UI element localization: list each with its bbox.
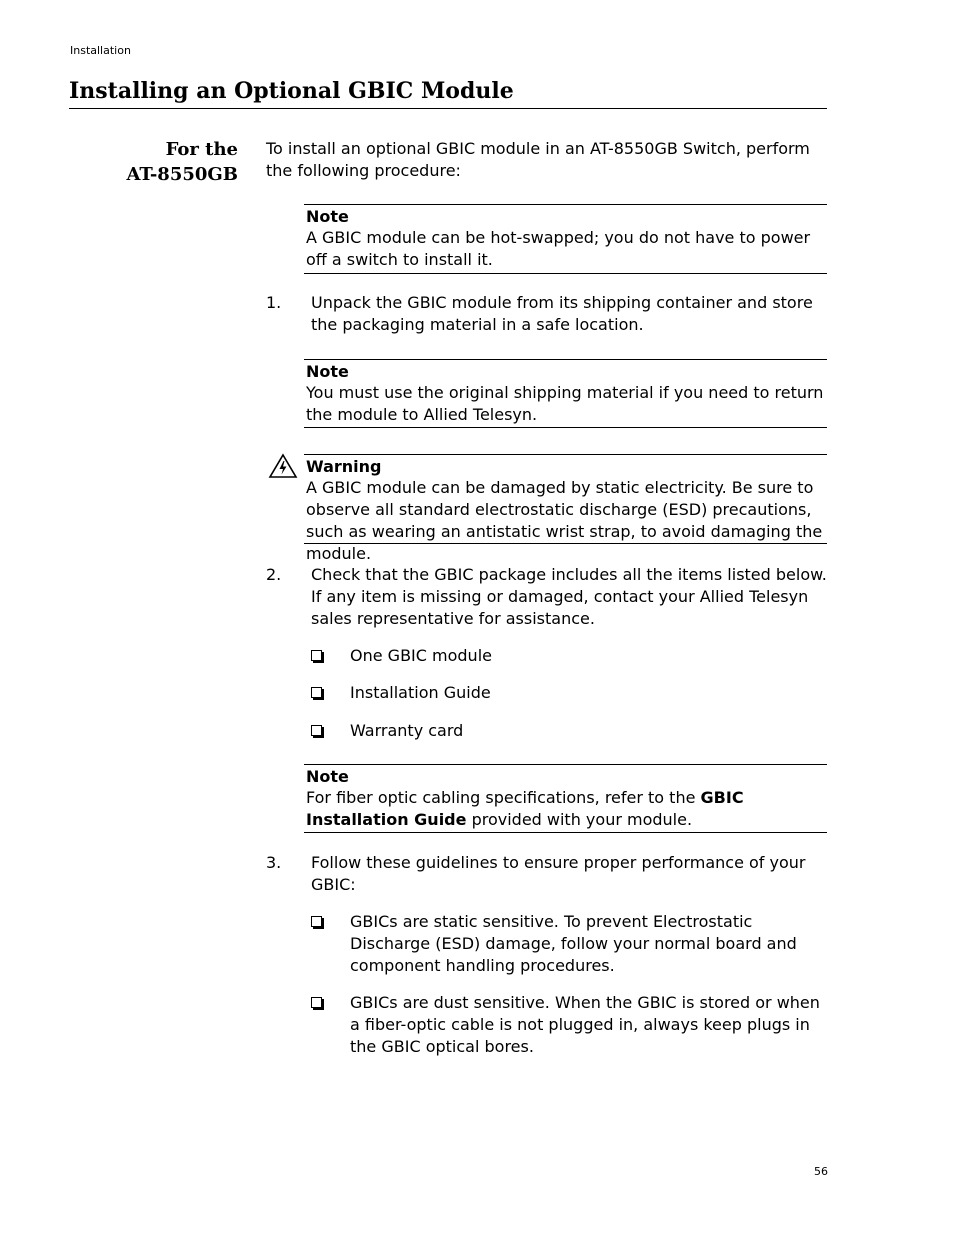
side-heading-line2: AT-8550GB: [126, 164, 238, 185]
step-number-3: 3.: [266, 853, 282, 872]
page-number: 56: [814, 1165, 828, 1178]
note-text-before: For fiber optic cabling specifications, refer to the: [306, 788, 701, 807]
warning-label: Warning: [306, 457, 382, 476]
checkbox-bullet-icon: [311, 997, 327, 1011]
checklist-item: Installation Guide: [350, 683, 491, 702]
step-text-3: Follow these guidelines to ensure proper performance of your GBIC:: [311, 853, 806, 894]
step-number-1: 1.: [266, 293, 282, 312]
checkbox-bullet-icon: [311, 916, 327, 930]
checkbox-bullet-icon: [311, 650, 327, 664]
note-box-shipping: [304, 359, 827, 428]
note-label: Note: [306, 207, 349, 226]
note-text: A GBIC module can be hot-swapped; you do not have to power off a switch to install it.: [306, 228, 811, 269]
note-box-cabling: [304, 764, 827, 833]
warning-text: A GBIC module can be damaged by static electricity. Be sure to observe all standard electrostatic discharge (ESD) precautions, such as wearing an antistatic wrist strap, to avoid damaging the module.: [306, 478, 823, 563]
note-text: You must use the original shipping material if you need to return the module to Allied Telesyn.: [306, 383, 824, 424]
side-heading-line1: For the: [165, 139, 238, 160]
note-label: Note: [306, 362, 349, 381]
checklist-item: Warranty card: [350, 721, 464, 740]
warning-triangle-icon: [268, 453, 298, 479]
checkbox-bullet-icon: [311, 725, 327, 739]
checklist-item: GBICs are dust sensitive. When the GBIC is stored or when a fiber-optic cable is not plugged in, always keep plugs in the GBIC optical bores.: [350, 993, 820, 1056]
note-text-after: provided with your module.: [466, 810, 693, 829]
note-box-hot-swap: [304, 204, 827, 274]
checklist-item: One GBIC module: [350, 646, 492, 665]
intro-paragraph: To install an optional GBIC module in an AT-8550GB Switch, perform the following procedure:: [266, 139, 810, 180]
checkbox-bullet-icon: [311, 687, 327, 701]
side-heading: [70, 137, 238, 187]
note-label: Note: [306, 767, 349, 786]
checklist-item: GBICs are static sensitive. To prevent Electrostatic Discharge (ESD) damage, follow your normal board and component handling procedures.: [350, 912, 797, 975]
running-header: Installation: [70, 44, 131, 57]
step-text-2: Check that the GBIC package includes all the items listed below. If any item is missing or damaged, contact your Allied Telesyn sales representative for assistance.: [311, 565, 827, 628]
page-title: Installing an Optional GBIC Module: [69, 78, 827, 109]
note-reference-title: GBIC Installation Guide: [306, 788, 744, 829]
warning-box: [304, 454, 827, 563]
step-number-2: 2.: [266, 565, 282, 584]
step-text-1: Unpack the GBIC module from its shipping container and store the packaging material in a safe location.: [311, 293, 813, 334]
